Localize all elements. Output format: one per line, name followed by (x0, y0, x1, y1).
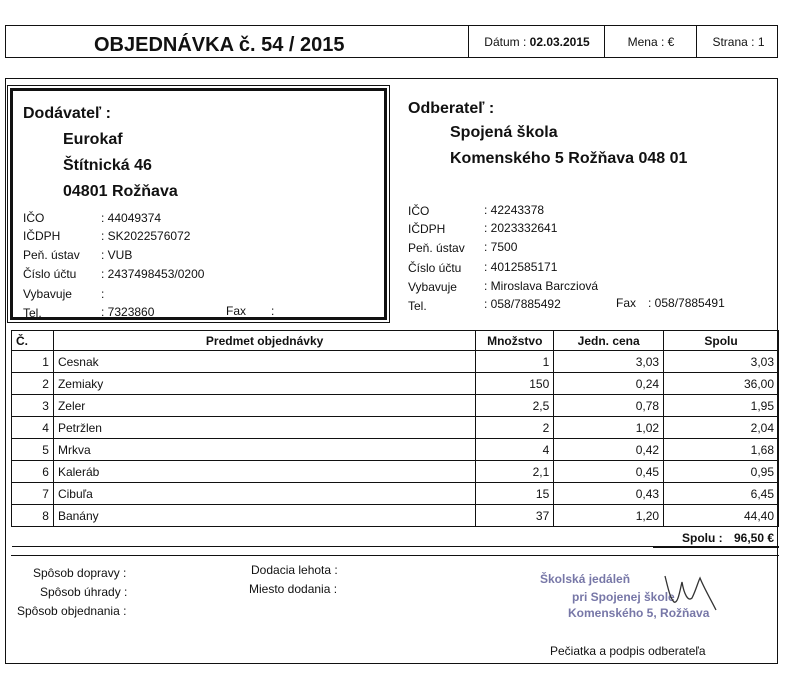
supplier-ico-label: IČO (23, 211, 45, 225)
row-no: 8 (12, 505, 54, 527)
row-item: Mrkva (53, 439, 475, 461)
row-item: Banány (53, 505, 475, 527)
customer-name: Spojená škola (450, 124, 558, 141)
row-no: 2 (12, 373, 54, 395)
customer-address: Komenského 5 Rožňava 048 01 (450, 150, 688, 167)
row-no: 4 (12, 417, 54, 439)
row-total: 0,95 (664, 461, 779, 483)
table-row (12, 483, 779, 505)
row-total: 1,95 (664, 395, 779, 417)
supplier-bank-label: Peň. ústav (23, 248, 80, 262)
customer-tel-label: Tel. (408, 299, 427, 313)
row-total: 1,68 (664, 439, 779, 461)
table-row (12, 439, 779, 461)
row-price: 0,24 (554, 373, 664, 395)
customer-bank-label: Peň. ústav (408, 241, 465, 255)
supplier-ico-value: : 44049374 (101, 211, 162, 225)
document-title: OBJEDNÁVKA č. 54 / 2015 (94, 34, 345, 56)
delivery-place-label: Miesto dodania : (249, 582, 338, 596)
row-qty: 15 (476, 483, 554, 505)
customer-bank-value: : 7500 (484, 240, 518, 254)
row-total: 6,45 (664, 483, 779, 505)
row-item: Petržlen (53, 417, 475, 439)
row-price: 0,45 (554, 461, 664, 483)
customer-account-label: Číslo účtu (408, 261, 462, 275)
row-qty: 1 (476, 351, 554, 373)
supplier-heading: Dodávateľ : (23, 105, 111, 122)
table-row (12, 417, 779, 439)
supplier-icdph-label: IČDPH (23, 229, 61, 243)
col-header-total: Spolu (664, 331, 779, 351)
supplier-account-label: Číslo účtu (23, 267, 77, 281)
date-label: Dátum : (484, 34, 527, 49)
supplier-fax-value: : (271, 304, 275, 318)
header-bar (5, 25, 778, 58)
customer-fax-value: : 058/7885491 (648, 296, 725, 310)
currency-cell (604, 26, 697, 57)
customer-account-value: : 4012585171 (484, 260, 558, 274)
row-no: 3 (12, 395, 54, 417)
customer-fax-label: Fax (616, 296, 637, 310)
col-header-qty: Množstvo (476, 331, 554, 351)
row-total: 2,04 (664, 417, 779, 439)
supplier-street: Štítnická 46 (63, 157, 152, 174)
date-value: 02.03.2015 (529, 34, 590, 49)
currency-label: Mena : (627, 34, 665, 49)
supplier-account-value: : 2437498453/0200 (101, 267, 205, 281)
row-qty: 150 (476, 373, 554, 395)
page-label: Strana : (712, 34, 755, 49)
row-price: 1,02 (554, 417, 664, 439)
row-price: 0,42 (554, 439, 664, 461)
page-value: 1 (757, 34, 765, 49)
supplier-name: Eurokaf (63, 131, 123, 148)
row-no: 5 (12, 439, 54, 461)
table-row (12, 373, 779, 395)
row-qty: 37 (476, 505, 554, 527)
supplier-tel-value: : 7323860 (101, 305, 155, 319)
currency-value: € (667, 34, 675, 49)
stamp-line-1: Školská jedáleň (540, 572, 631, 586)
supplier-fax-label: Fax (226, 304, 247, 318)
row-qty: 2,5 (476, 395, 554, 417)
row-no: 1 (12, 351, 54, 373)
supplier-icdph-value: : SK2022576072 (101, 229, 191, 243)
row-qty: 4 (476, 439, 554, 461)
signature-caption: Pečiatka a podpis odberateľa (550, 644, 706, 658)
order-method-label: Spôsob objednania : (17, 604, 127, 618)
row-item: Cibuľa (53, 483, 475, 505)
customer-heading: Odberateľ : (408, 100, 495, 117)
delivery-time-label: Dodacia lehota : (251, 563, 338, 577)
row-price: 0,43 (554, 483, 664, 505)
table-row (12, 505, 779, 527)
customer-icdph-label: IČDPH (408, 222, 446, 236)
col-header-item: Predmet objednávky (53, 331, 475, 351)
table-row (12, 351, 779, 373)
row-no: 7 (12, 483, 54, 505)
row-no: 6 (12, 461, 54, 483)
table-row (12, 461, 779, 483)
table-row (12, 395, 779, 417)
supplier-box (10, 88, 387, 320)
table-header-row (12, 331, 779, 351)
row-total: 3,03 (664, 351, 779, 373)
payment-label: Spôsob úhrady : (40, 585, 128, 599)
supplier-tel-label: Tel. (23, 306, 42, 320)
order-items-table (11, 330, 779, 547)
row-price: 0,78 (554, 395, 664, 417)
customer-tel-value: : 058/7885492 (484, 297, 561, 311)
stamp-line-3: Komenského 5, Rožňava (568, 606, 710, 620)
row-item: Kaleráb (53, 461, 475, 483)
row-total: 36,00 (664, 373, 779, 395)
page-cell (696, 26, 780, 57)
row-item: Zemiaky (53, 373, 475, 395)
row-price: 3,03 (554, 351, 664, 373)
date-cell (468, 26, 605, 57)
supplier-city: 04801 Rožňava (63, 183, 178, 200)
row-price: 1,20 (554, 505, 664, 527)
signature (660, 568, 720, 618)
sum-divider (11, 555, 779, 556)
sum-value: 96,50 € (734, 531, 775, 545)
supplier-handler-value: : (101, 287, 105, 301)
row-qty: 2 (476, 417, 554, 439)
row-qty: 2,1 (476, 461, 554, 483)
row-item: Cesnak (53, 351, 475, 373)
col-header-no: Č. (12, 331, 54, 351)
customer-handler-value: : Miroslava Barcziová (484, 279, 599, 293)
transport-label: Spôsob dopravy : (33, 566, 127, 580)
supplier-handler-label: Vybavuje (23, 287, 72, 301)
stamp-line-2: pri Spojenej škole (572, 590, 675, 604)
col-header-price: Jedn. cena (554, 331, 664, 351)
supplier-bank-value: : VUB (101, 248, 133, 262)
customer-ico-label: IČO (408, 204, 430, 218)
sum-label: Spolu : (682, 531, 723, 545)
row-item: Zeler (53, 395, 475, 417)
customer-icdph-value: : 2023332641 (484, 221, 558, 235)
customer-ico-value: : 42243378 (484, 203, 545, 217)
row-total: 44,40 (664, 505, 779, 527)
customer-section (396, 88, 771, 323)
customer-handler-label: Vybavuje (408, 280, 457, 294)
